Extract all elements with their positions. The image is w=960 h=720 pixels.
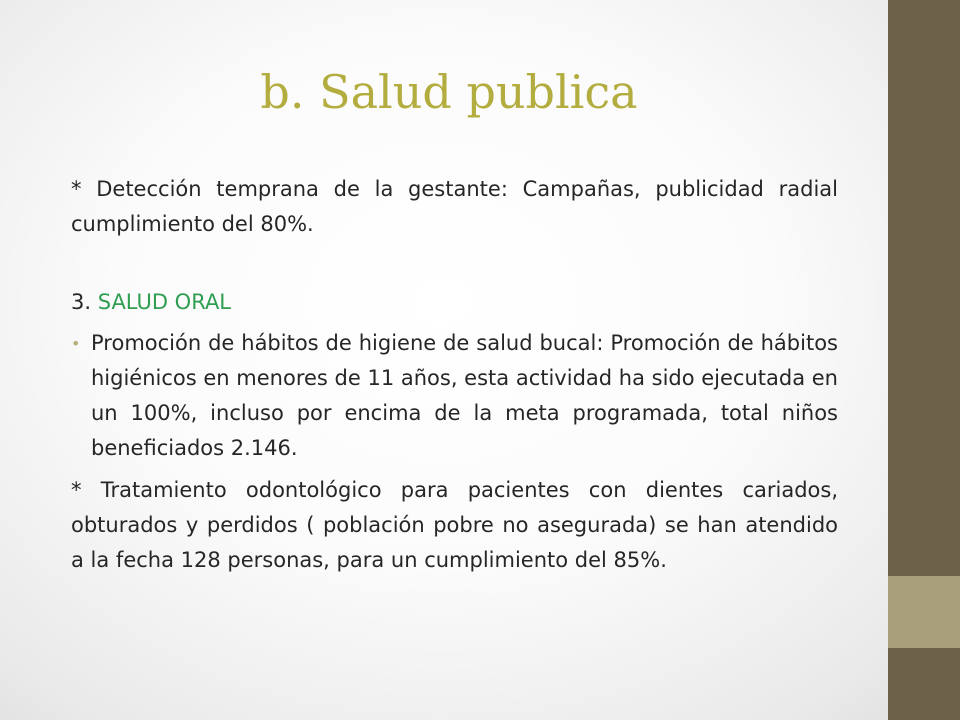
- section-heading: [71, 285, 838, 320]
- slide-title: b. Salud publica: [260, 65, 638, 119]
- bullet-marker-icon: •: [71, 334, 81, 353]
- spacer: [71, 242, 838, 285]
- slide-body: [71, 172, 838, 578]
- decorative-band-accent: [888, 576, 960, 648]
- section-number: 3.: [71, 290, 98, 314]
- bullet-item: [71, 326, 838, 466]
- bullet-text: Promoción de hábitos de higiene de salud bucal: Promoción de hábitos higiénicos en menores de 11 años, esta actividad ha sido ejecutada en un 100%, incluso por encima de la meta programada, total niños beneficiados 2.146.: [91, 331, 838, 460]
- section-heading-label: SALUD ORAL: [97, 290, 232, 314]
- paragraph-tratamiento: * Tratamiento odontológico para pacientes con dientes cariados, obturados y perdidos ( población pobre no asegurada) se han atendido a la fecha 128 personas, para un cumplimiento del 85%.: [71, 478, 838, 572]
- paragraph-deteccion: * Detección temprana de la gestante: Campañas, publicidad radial cumplimiento del 80%.: [71, 177, 838, 236]
